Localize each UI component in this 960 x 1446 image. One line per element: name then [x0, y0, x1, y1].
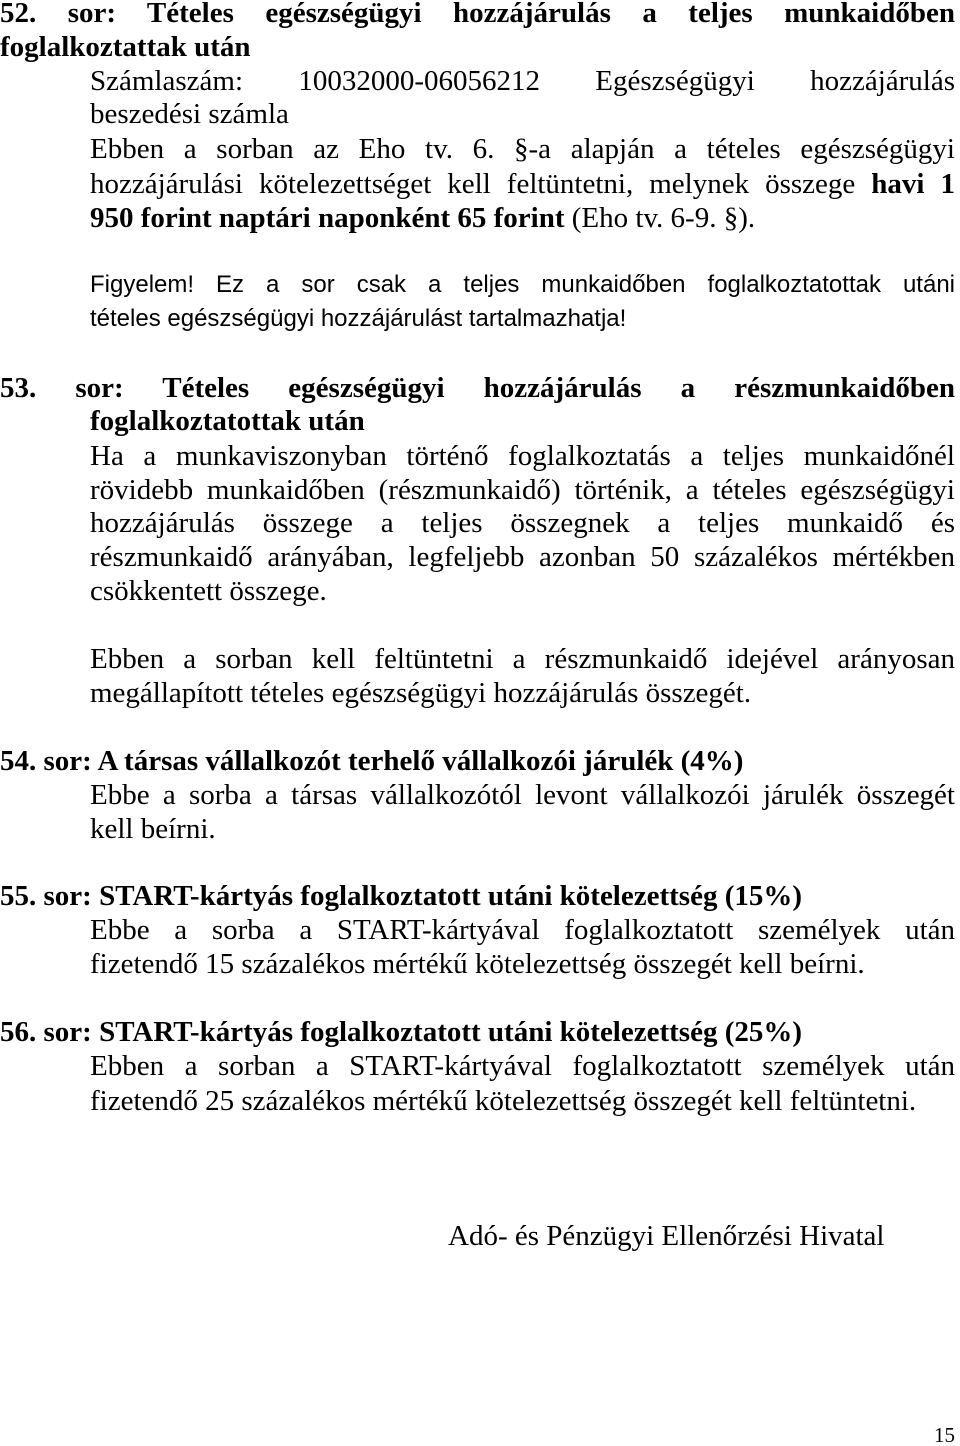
page-number: 15: [934, 1423, 955, 1446]
section-52-body-line: [90, 201, 955, 235]
section-52-body-line: [90, 167, 955, 201]
section-53-body-line: csökkentett összege.: [90, 575, 327, 607]
section-53-heading: 53. sor: Tételes egészségügyi hozzájárulás a részmunkaidőben: [0, 372, 955, 404]
section-53-body-line: részmunkaidő arányában, legfeljebb azonban 50 százalékos mértékben: [90, 541, 955, 573]
section-52-heading: 52. sor: Tételes egészségügyi hozzájárulás a teljes munkaidőben: [0, 0, 955, 29]
section-53-body-line: hozzájárulás összege a teljes összegnek a teljes munkaidő és: [90, 507, 955, 539]
notice-line: tételes egészségügyi hozzájárulást tartalmazhatja!: [90, 305, 627, 332]
section-56-body-line: Ebben a sorban a START-kártyával foglalkoztatott személyek után: [90, 1050, 955, 1082]
section-54-body-line: kell beírni.: [90, 813, 216, 845]
section-53-body-line: Ebben a sorban kell feltüntetni a részmunkaidő idejével arányosan: [90, 643, 955, 675]
account-number-line: Számlaszám: 10032000-06056212 Egészségügyi hozzájárulás: [90, 65, 955, 97]
section-53-body-line: Ha a munkaviszonyban történő foglalkoztatás a teljes munkaidőnél: [90, 440, 955, 472]
section-53-body-line: rövidebb munkaidőben (részmunkaidő) történik, a tételes egészségügyi: [90, 474, 955, 506]
section-56-heading: 56. sor: START-kártyás foglalkoztatott utáni kötelezettség (25%): [0, 1016, 803, 1048]
section-54-body-line: Ebbe a sorba a társas vállalkozótól levont vállalkozói járulék összegét: [90, 779, 955, 811]
section-53-heading-continuation: foglalkoztatottak után: [90, 405, 365, 437]
section-54-heading: 54. sor: A társas vállalkozót terhelő vállalkozói járulék (4%): [0, 745, 744, 777]
legal-reference: (Eho tv. 6-9. §).: [564, 202, 756, 234]
issuer-signature: Adó- és Pénzügyi Ellenőrzési Hivatal: [448, 1220, 885, 1252]
section-55-heading: 55. sor: START-kártyás foglalkoztatott utáni kötelezettség (15%): [0, 880, 803, 912]
account-type-line: beszedési számla: [90, 98, 289, 130]
section-52-heading-continuation: foglalkoztattak után: [0, 31, 251, 63]
section-56-body-line: fizetendő 25 százalékos mértékű kötelezettség összegét kell feltüntetni.: [90, 1085, 917, 1117]
section-55-body-line: fizetendő 15 százalékos mértékű kötelezettség összegét kell beírni.: [90, 948, 865, 980]
body-text: hozzájárulási kötelezettséget kell feltüntetni, melynek összege: [90, 168, 872, 200]
monthly-amount-emphasis: havi 1: [871, 168, 955, 200]
section-55-body-line: Ebbe a sorba a START-kártyával foglalkoztatott személyek után: [90, 914, 955, 946]
daily-amount-emphasis: 950 forint naptári naponként 65 forint: [90, 202, 565, 234]
notice-line: Figyelem! Ez a sor csak a teljes munkaidőben foglalkoztatottak utáni: [90, 271, 955, 298]
section-52-body-line: Ebben a sorban az Eho tv. 6. §-a alapján a tételes egészségügyi: [90, 133, 955, 165]
section-53-body-line: megállapított tételes egészségügyi hozzájárulás összegét.: [90, 677, 752, 709]
